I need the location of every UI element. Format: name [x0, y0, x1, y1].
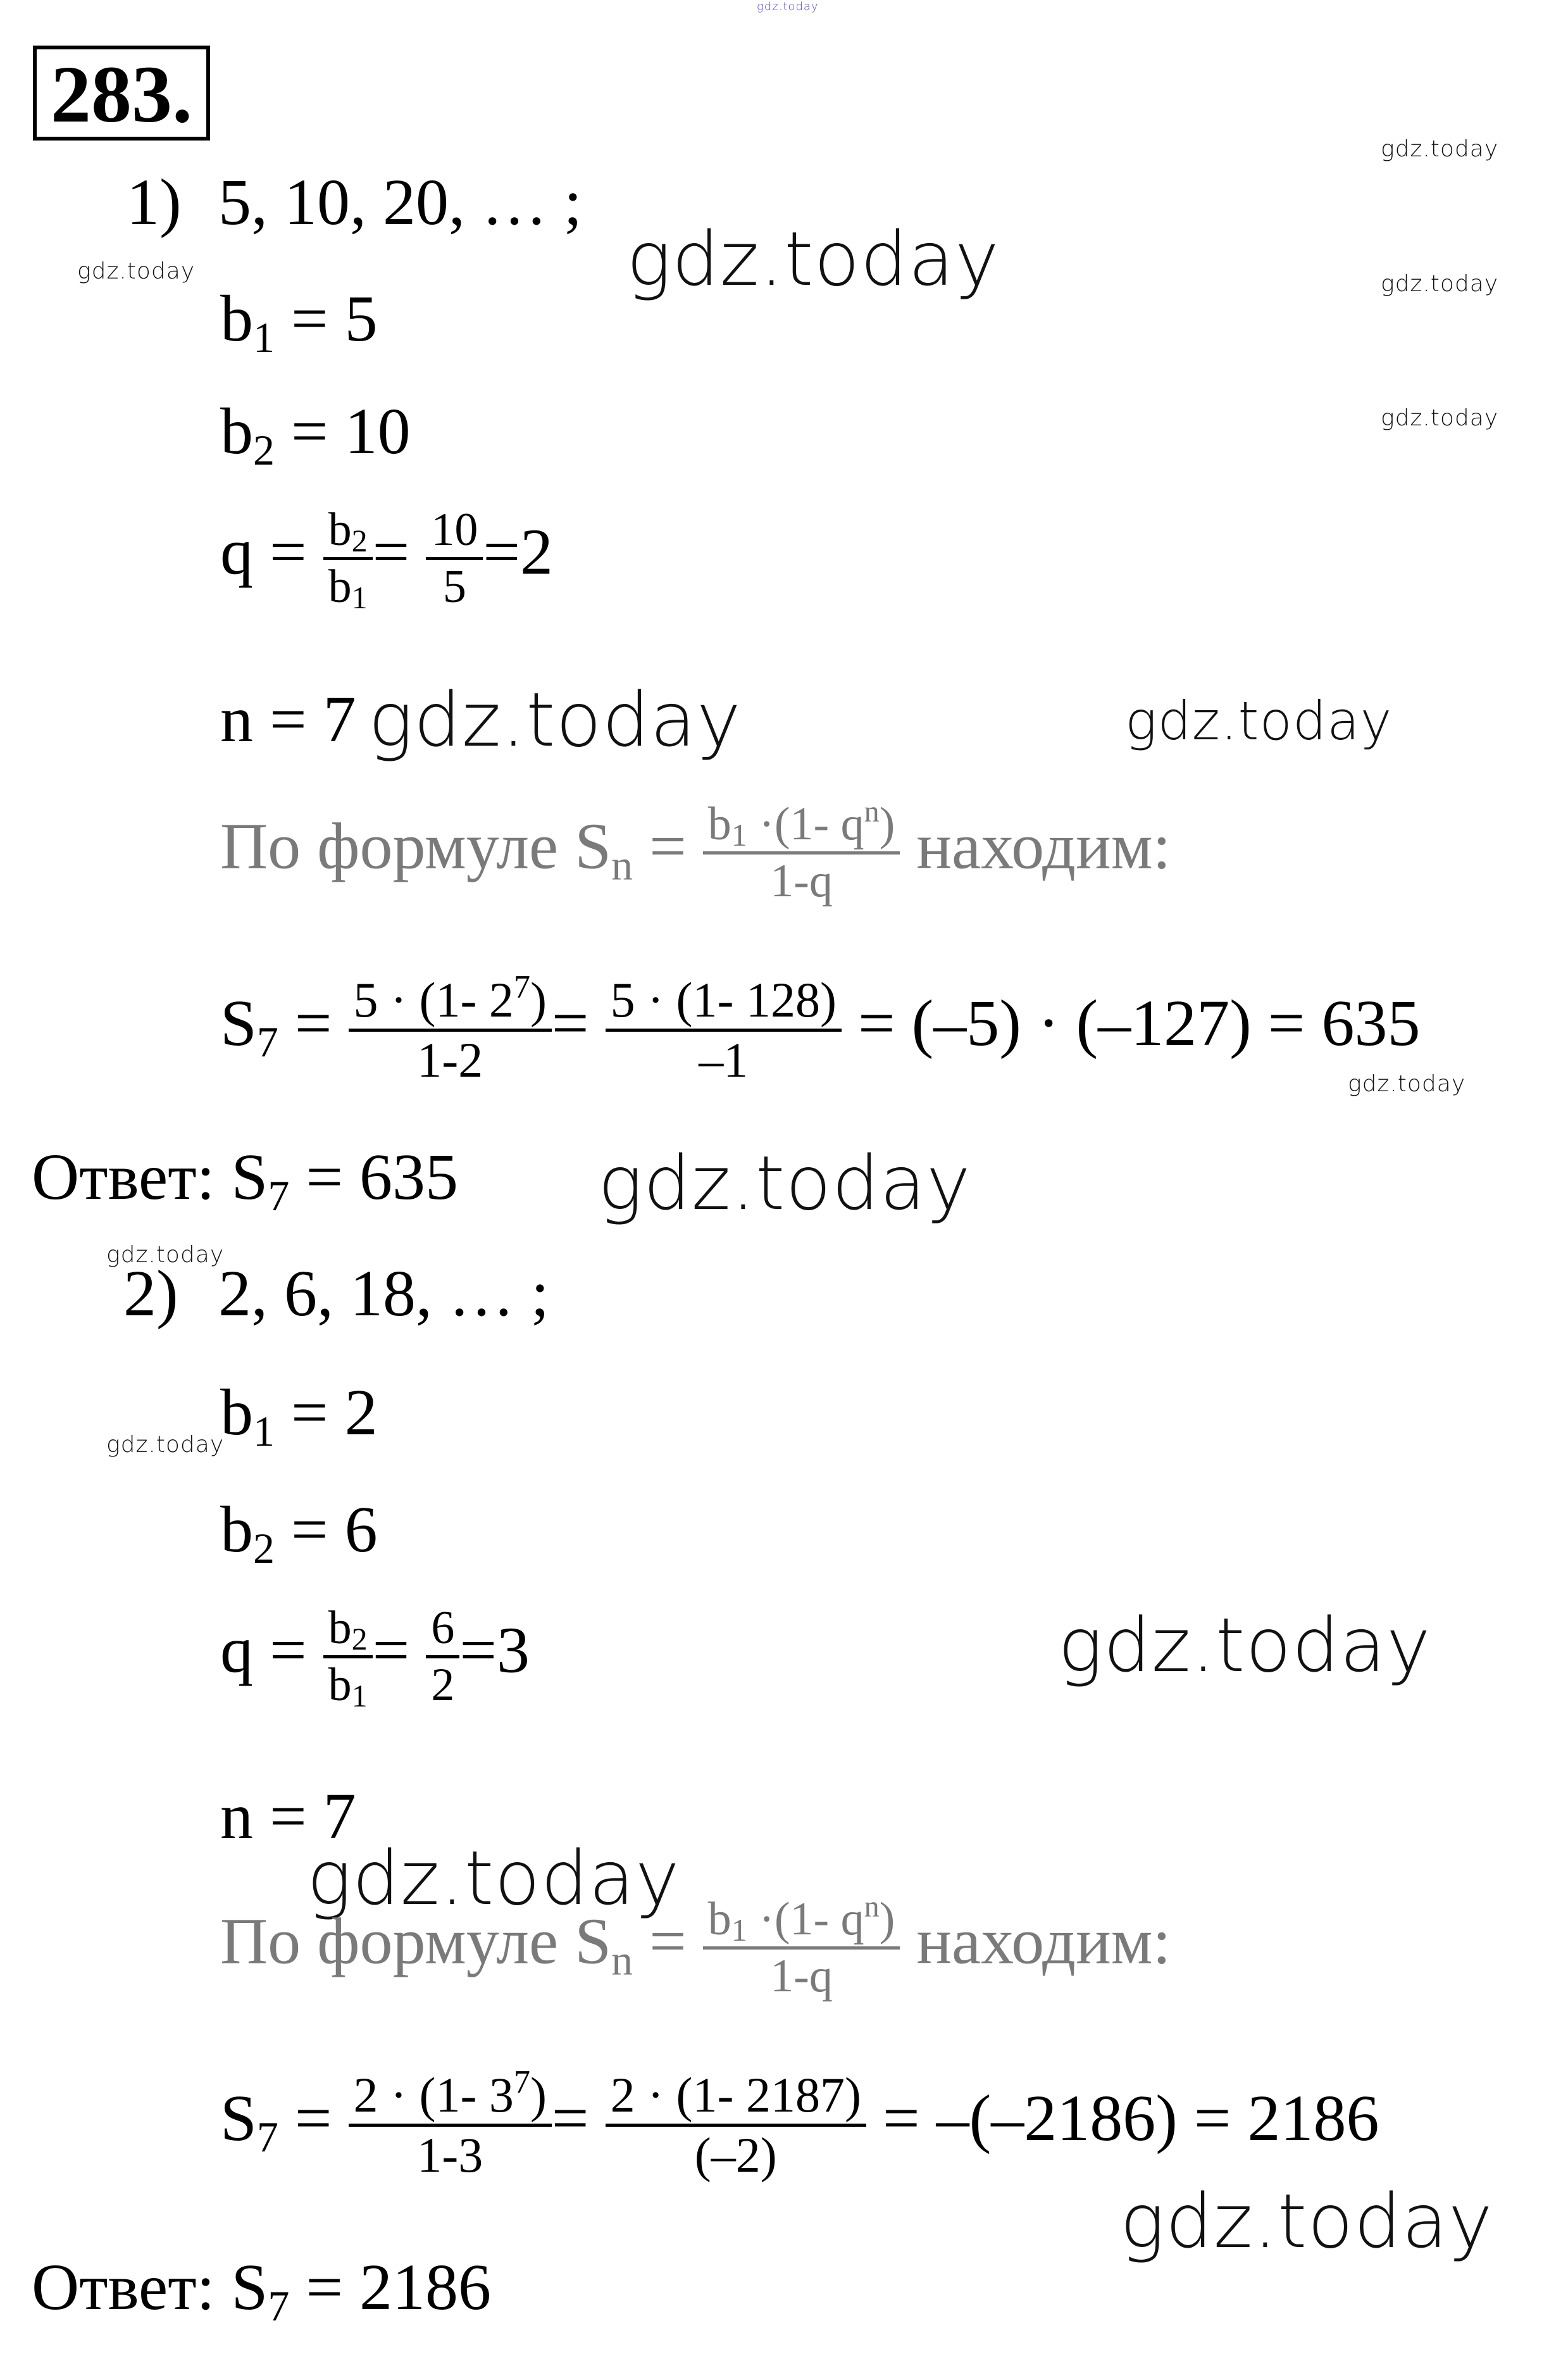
watermark: gdz.today	[626, 215, 1000, 303]
part2-sum-fraction-2: $\frac{2 \cdot (1- 2187)}{(-2)}$	[606, 2067, 866, 2183]
part1-sum: $S_7$ = $\frac{5 \cdot (1- 2^7)}{1-2}$ = $\frac{5 \cdot (1- 128)}{-1}$ = (–5) · (–127) = 635	[220, 969, 1421, 1087]
watermark: gdz.today	[1381, 271, 1499, 297]
part1-label: 1)	[127, 166, 182, 239]
watermark: gdz.today	[1381, 136, 1499, 162]
watermark: gdz.today	[1348, 1071, 1466, 1097]
part2-q-ratio-fraction: $\frac{b_2}{b_1}$	[323, 1601, 373, 1712]
part2-n: n = 7	[220, 1780, 356, 1853]
watermark: gdz.today	[1125, 690, 1393, 752]
part2-q-value-fraction: $\frac{6}{2}$	[426, 1601, 459, 1712]
part1-formula: По формуле $S_n$ = $\frac{b_1 \cdot(1- q^n)}{1-q}$ находим:	[220, 798, 1171, 908]
watermark: gdz.today	[307, 1834, 680, 1922]
part1-q-value-fraction: $\frac{10}{5}$	[426, 503, 483, 614]
part1-answer: Ответ: $S_7 = 635$	[32, 1141, 459, 1220]
part2-sum-fraction-1: $\frac{2 \cdot (1- 3^7)}{1-3}$	[349, 2067, 552, 2183]
part2-b2: $b_2 = 6$	[220, 1493, 378, 1572]
part2-q: q = $\frac{b_2}{b_1}$ = $\frac{6}{2}$ =3	[220, 1602, 530, 1714]
part1-b1: $b_1 = 5$	[220, 282, 378, 361]
part2-sum: $S_7$ = $\frac{2 \cdot (1- 3^7)}{1-3}$ = $\frac{2 \cdot (1- 2187)}{(-2)}$ = –(–2186) = 2186	[220, 2064, 1379, 2182]
watermark: gdz.today	[368, 676, 742, 763]
part2-label: 2)	[123, 1257, 178, 1330]
watermark: gdz.today	[106, 1242, 225, 1268]
task-number-box	[33, 46, 210, 141]
watermark: gdz.today	[598, 1139, 971, 1227]
part1-n: n = 7	[220, 683, 356, 756]
watermark: gdz.today	[77, 258, 196, 284]
part2-formula: По формуле $S_n$ = $\frac{b_1 \cdot(1- q^n)}{1-q}$ находим:	[220, 1893, 1171, 2003]
part2-sum-formula-fraction: $\frac{b_1 \cdot(1- q^n)}{1-q}$	[703, 1893, 900, 2003]
part2-b1: $b_1 = 2$	[220, 1376, 378, 1455]
part1-sum-fraction-1: $\frac{5 \cdot (1- 2^7)}{1-2}$	[349, 972, 552, 1088]
part2-sequence: 2, 6, 18, … ;	[218, 1257, 549, 1330]
part1-sequence: 5, 10, 20, … ;	[218, 166, 582, 239]
watermark: gdz.today	[106, 1432, 225, 1458]
part1-q-ratio-fraction: $\frac{b_2}{b_1}$	[323, 503, 373, 614]
part2-answer: Ответ: $S_7 = 2186$	[32, 2251, 492, 2330]
watermark: gdz.today	[1120, 2177, 1493, 2265]
header-watermark: gdz.today	[757, 0, 819, 13]
part1-q: q = $\frac{b_2}{b_1}$ = $\frac{10}{5}$ =2	[220, 504, 553, 616]
part1-b2: $b_2 = 10$	[220, 395, 411, 474]
task-number: 283.	[33, 46, 210, 141]
part1-sum-fraction-2: $\frac{5 \cdot (1- 128)}{-1}$	[606, 972, 842, 1088]
watermark: gdz.today	[1058, 1601, 1431, 1689]
part1-sum-formula-fraction: $\frac{b_1 \cdot(1- q^n)}{1-q}$	[703, 798, 900, 908]
watermark: gdz.today	[1381, 405, 1499, 431]
